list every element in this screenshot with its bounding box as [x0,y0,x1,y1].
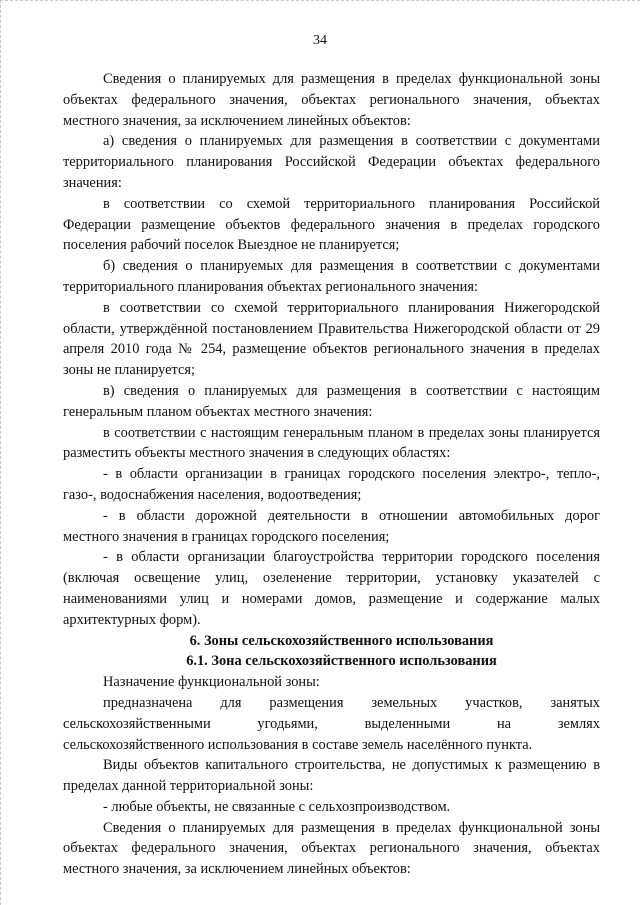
list-item-landscaping: - в области организации благоустройства территории городского поселения (включая освещение улиц, озеленение территории, установку указателей с наименованиями улиц и номерами домов, размещение и содержание малых архитектурных форм). [63,549,600,628]
paragraph-regional-header: б) сведения о планируемых для размещения в соответствии с документами территориального планирования объектах регионального значения: [63,258,600,295]
paragraph-regional-body: в соответствии со схемой территориального планирования Нижегородской области, утверждённой постановлением Правительства Нижегородской области от 29 апреля 2010 года № 254, размещение объектов регионального значения в пределах зоны не планируется; [63,299,600,379]
purpose-label: Назначение функциональной зоны: [103,674,320,691]
list-item-utilities: - в области организации в границах городского поселения электро-, тепло-, газо-, водоснабжения населения, водоотведения; [63,466,600,503]
purpose-line-2: сельскохозяйственными угодьями, выделенными на землях [63,715,600,732]
document-body [63,69,600,880]
paragraph-intro: Сведения о планируемых для размещения в пределах функциональной зоны объектах федерального значения, объектах регионального значения, объектах местного значения, за исключением линейных объектов: [63,71,600,129]
scan-edge-left [0,0,2,905]
subsection-heading: 6.1. Зона сельскохозяйственного использования [186,653,497,670]
paragraph-local-body: в соответствии с настоящим генеральным планом в пределах зоны планируется разместить объекты местного значения в следующих областях: [63,424,600,462]
paragraph-final: Сведения о планируемых для размещения в пределах функциональной зоны объектах федерального значения, объектах регионального значения, объектах местного значения, за исключением линейных объектов: [63,819,600,878]
section-heading: 6. Зоны сельскохозяйственного использования [189,632,494,649]
paragraph-federal-header: а) сведения о планируемых для размещения в соответствии с документами территориального планирования Российской Федерации объектах федерального значения: [63,133,600,191]
scan-edge-top [0,0,640,2]
page-number: 34 [313,33,327,48]
paragraph-local-header: в) сведения о планируемых для размещения в соответствии с настоящим генеральным планом объектах местного значения: [63,382,600,420]
purpose-line-3: сельскохозяйственного использования в составе земель населённого пункта. [63,736,533,753]
list-item-roads: - в области дорожной деятельности в отношении автомобильных дорог местного значения в границах городского поселения; [63,507,600,545]
prohibited-item: - любые объекты, не связанные с сельхозпроизводством. [103,798,451,815]
paragraph-federal-body: в соответствии со схемой территориального планирования Российской Федерации размещение объектов федерального значения в пределах городского поселения рабочий поселок Выездное не планируется; [63,195,600,254]
purpose-line-1: предназначена для размещения земельных участков, занятых [103,694,600,711]
prohibited-label: Виды объектов капитального строительства, не допустимых к размещению в пределах данной территориальной зоны: [63,757,600,795]
